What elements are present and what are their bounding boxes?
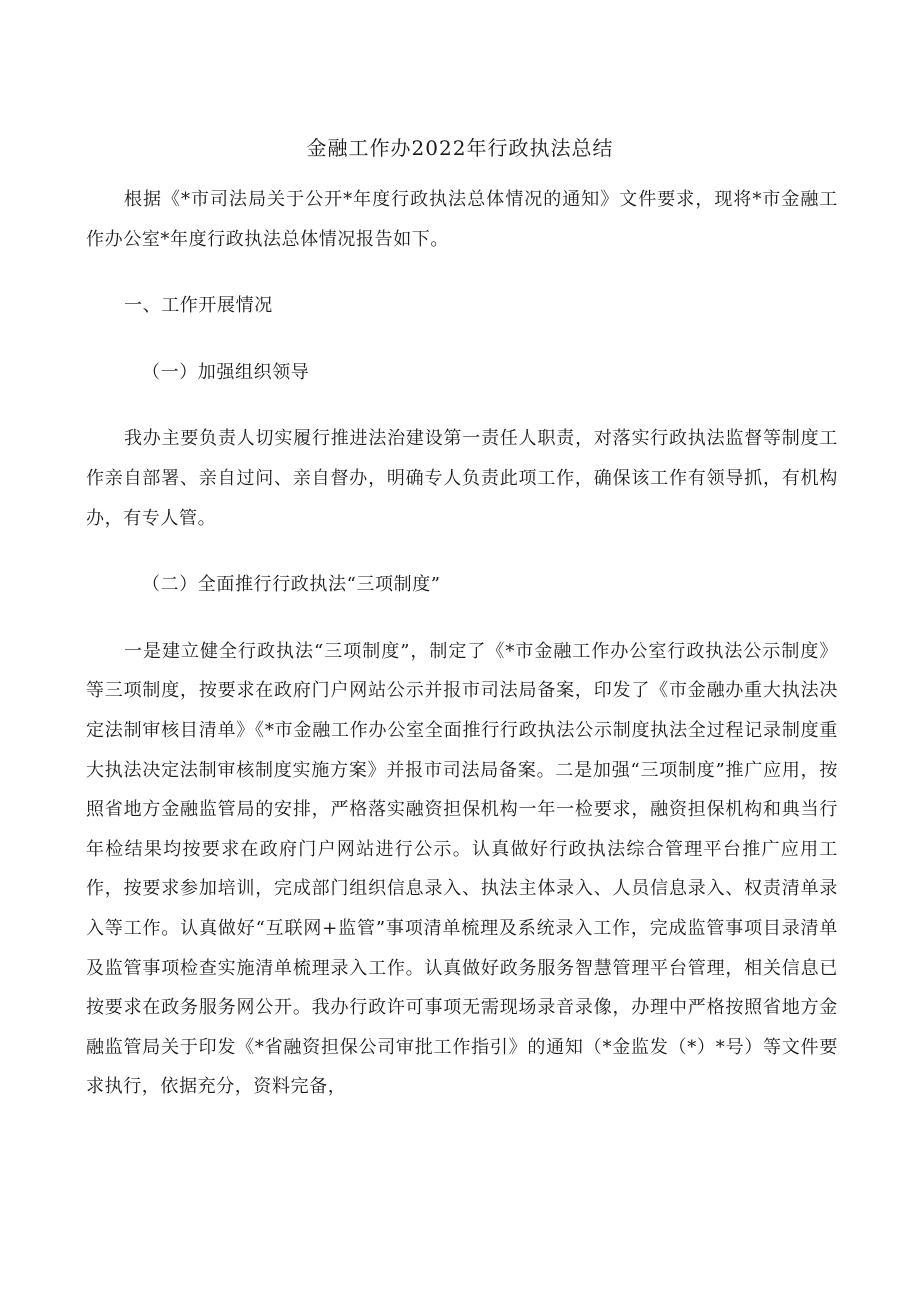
subsection-heading-1: （一）加强组织领导 [142, 361, 310, 383]
document-body [86, 180, 838, 1107]
section-heading-1: 一、工作开展情况 [124, 295, 273, 317]
body-paragraph-1: 我办主要负责人切实履行推进法治建设第一责任人职责，对落实行政执法监督等制度工作亲自部署、亲自过问、亲自督办，明确专人负责此项工作，确保该工作有领导抓，有机构办，有专人管。 [86, 428, 838, 529]
intro-paragraph: 根据《*市司法局关于公开*年度行政执法总体情况的通知》文件要求，现将*市金融工作办公室*年度行政执法总体情况报告如下。 [86, 189, 838, 250]
subsection-heading-2: （二）全面推行行政执法“三项制度” [142, 574, 441, 596]
body-paragraph-2: 一是建立健全行政执法“三项制度”，制定了《*市金融工作办公室行政执法公示制度》等三项制度，按要求在政府门户网站公示并报市司法局备案，印发了《市金融办重大执法决定法制审核目清单》《*市金融工作办公室全面推行行政执法公示制度执法全过程记录制度重大执法决定法制审核制度实施方案》并报市司法局备案。二是加强“三项制度”推广应用，按照省地方金融监管局的安排，严格落实融资担保机构一年一检要求，融资担保机构和典当行年检结果均按要求在政府门户网站进行公示。认真做好行政执法综合管理平台推广应用工作，按要求参加培训，完成部门组织信息录入、执法主体录入、人员信息录入、权责清单录入等工作。认真做好“互联网+监管”事项清单梳理及系统录入工作，完成监管事项目录清单及监管事项检查实施清单梳理录入工作。认真做好政务服务智慧管理平台管理，相关信息已按要求在政务服务网公开。我办行政许可事项无需现场录音录像，办理中严格按照省地方金融监管局关于印发《*省融资担保公司审批工作指引》的通知（*金监发（*）*号）等文件要求执行，依据充分，资料完备， [86, 640, 838, 1098]
document-title: 金融工作办2022年行政执法总结 [306, 136, 614, 160]
